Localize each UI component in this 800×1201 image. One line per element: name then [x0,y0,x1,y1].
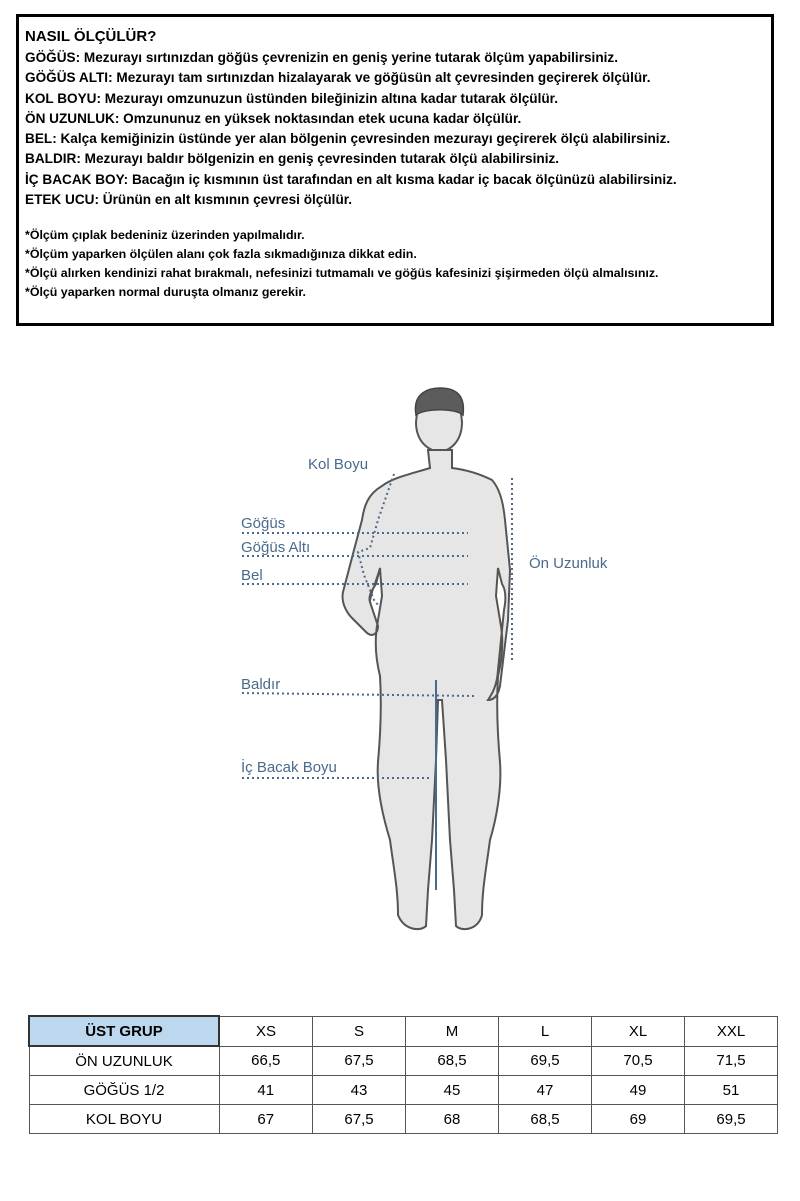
table-header-label: ÜST GRUP [29,1016,219,1046]
label-ic-bacak: İç Bacak Boyu [241,759,337,776]
instructions-title: NASIL ÖLÇÜLÜR? [25,28,157,45]
table-row [29,1076,778,1105]
instruction-on-uzunluk: ÖN UZUNLUK: Omzununuz en yüksek noktasından etek ucuna kadar ölçülür. [25,110,522,126]
instruction-gogus: GÖĞÜS: Mezurayı sırtınızdan göğüs çevrenizin en geniş yerine tutarak ölçüm yapabilirsiniz. [25,50,618,65]
table-cell: 70,5 [592,1046,685,1076]
table-cell: 66,5 [219,1046,313,1076]
size-header: XL [592,1016,685,1046]
size-header: M [406,1016,499,1046]
label-bel: Bel [241,567,263,584]
size-header: XS [219,1016,313,1046]
table-row [29,1105,778,1134]
row-label: ÖN UZUNLUK [29,1046,219,1076]
size-header: L [499,1016,592,1046]
table-cell: 43 [313,1076,406,1105]
instruction-kol-boyu: KOL BOYU: Mezurayı omzunuzun üstünden bileğinizin altına kadar tutarak ölçülür. [25,90,558,106]
table-cell: 69,5 [499,1046,592,1076]
table-cell: 67 [219,1105,313,1134]
table-cell: 45 [406,1076,499,1105]
table-cell: 41 [219,1076,313,1105]
instruction-bel: BEL: Kalça kemiğinizin üstünde yer alan bölgenin çevresinden mezurayı geçirerek ölçü alabilirsiniz. [25,131,671,147]
body-measurement-figure [0,370,800,950]
instruction-baldir: BALDIR: Mezurayı baldır bölgenizin en geniş çevresinden tutarak ölçü alabilirsiniz. [25,151,560,167]
torso [343,450,510,929]
table-cell: 47 [499,1076,592,1105]
row-label: KOL BOYU [29,1105,219,1134]
note-item: *Ölçü alırken kendinizi rahat bırakmalı, nefesinizi tutmamalı ve göğüs kafesinizi şişirmeden ölçü almalısınız. [25,266,659,281]
size-header: XXL [685,1016,778,1046]
table-cell: 67,5 [313,1046,406,1076]
size-header: S [313,1016,406,1046]
table-cell: 51 [685,1076,778,1105]
table-cell: 67,5 [313,1105,406,1134]
label-gogus: Göğüs [241,515,286,532]
table-cell: 69 [592,1105,685,1134]
instruction-ic-bacak: İÇ BACAK BOY: Bacağın iç kısmının üst tarafından en alt kısma kadar iç bacak ölçünüzü alabilirsiniz. [25,171,677,187]
table-row [29,1046,778,1076]
row-label: GÖĞÜS 1/2 [29,1076,219,1105]
label-gogus-alti: Göğüs Altı [241,539,311,556]
table-cell: 68,5 [499,1105,592,1134]
table-cell: 69,5 [685,1105,778,1134]
note-item: *Ölçü yaparken normal duruşta olmanız gerekir. [25,285,306,300]
instruction-notes [25,226,771,302]
table-cell: 68 [406,1105,499,1134]
note-item: *Ölçüm çıplak bedeniniz üzerinden yapılmalıdır. [25,228,305,243]
table-cell: 68,5 [406,1046,499,1076]
table-cell: 49 [592,1076,685,1105]
instruction-etek-ucu: ETEK UCU: Ürünün en alt kısmının çevresi ölçülür. [25,192,353,208]
measurement-instructions [16,14,774,326]
label-kol-boyu: Kol Boyu [308,456,369,473]
instruction-gogus-alti: GÖĞÜS ALTI: Mezurayı tam sırtınızdan hizalayarak ve göğüsün alt çevresinden geçirerek ölçülür. [25,70,651,86]
table-header-row [29,1016,778,1046]
table-cell: 71,5 [685,1046,778,1076]
label-baldir: Baldır [241,676,281,693]
size-table [28,1015,778,1134]
note-item: *Ölçüm yaparken ölçülen alanı çok fazla sıkmadığınıza dikkat edin. [25,247,417,262]
label-on-uzunluk: Ön Uzunluk [529,555,608,572]
